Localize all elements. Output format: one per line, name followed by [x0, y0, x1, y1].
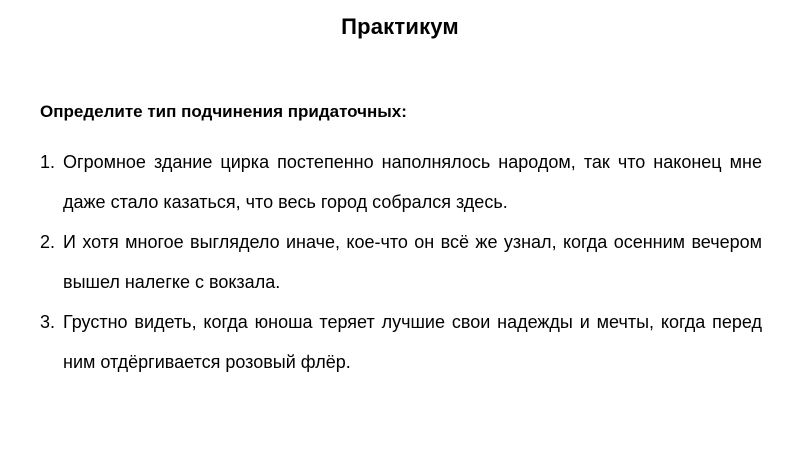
list-item-number: 3. — [40, 312, 56, 332]
list-item-number: 2. — [40, 232, 56, 252]
list-item-text: И хотя многое выглядело иначе, кое-что он всё же узнал, когда осенним вечером вышел налегке с вокзала. — [63, 232, 762, 292]
list-item-text: Грустно видеть, когда юноша теряет лучшие свои надежды и мечты, когда перед ним отдёргивается розовый флёр. — [63, 312, 762, 372]
list-item — [40, 302, 762, 382]
list-item-text: Огромное здание цирка постепенно наполнялось народом, так что наконец мне даже стало казаться, что весь город собрался здесь. — [63, 152, 762, 212]
list-item — [40, 222, 762, 302]
list-item — [40, 142, 762, 222]
sentence-list — [40, 142, 762, 382]
slide-title: Практикум — [341, 14, 459, 39]
task-prompt: Определите тип подчинения придаточных: — [40, 102, 407, 121]
list-item-number: 1. — [40, 152, 56, 172]
